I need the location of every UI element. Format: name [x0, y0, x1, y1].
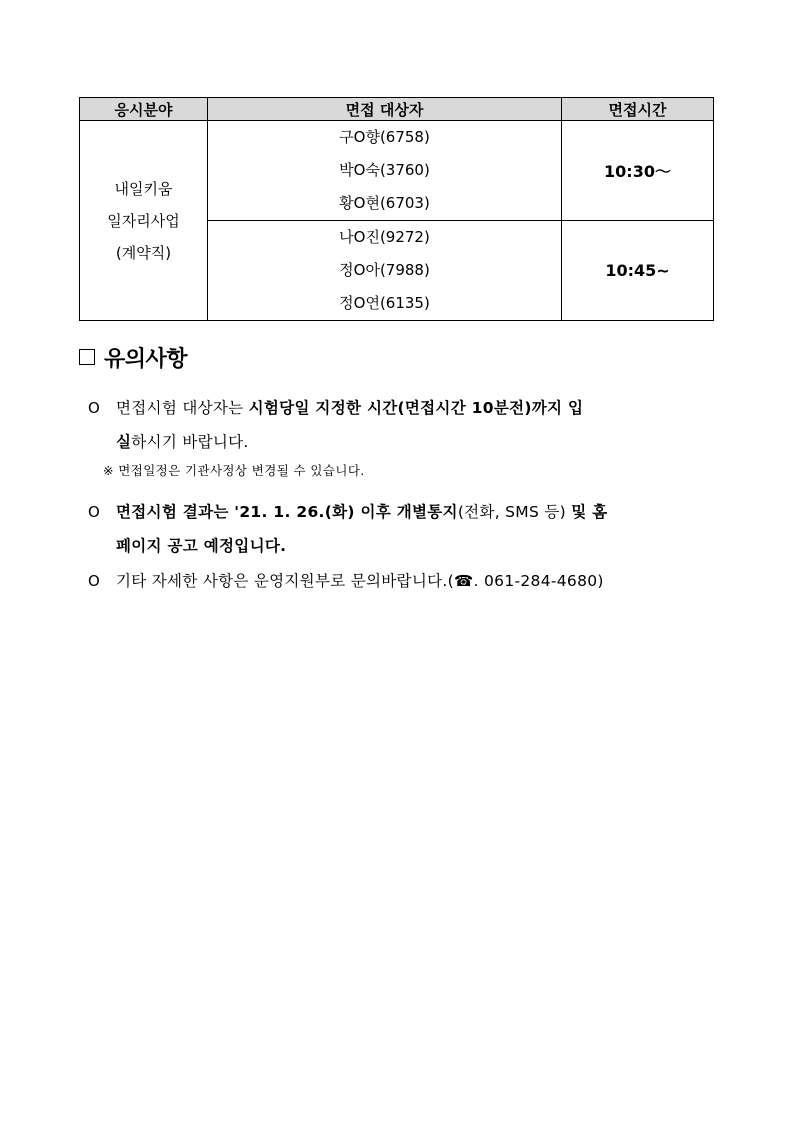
- candidate: 박O숙(3760): [339, 161, 430, 179]
- note-3-text: 기타 자세한 사항은 운영지원부로 문의바랍니다.(☎. 061-284-4680): [116, 572, 604, 590]
- candidate: 정O아(7988): [339, 261, 430, 279]
- interview-time: 10:45~: [562, 221, 714, 321]
- note-2-bold-a: 면접시험 결과는 '21. 1. 26.(화) 이후 개별통지: [116, 503, 458, 521]
- bullet-icon: O: [88, 572, 101, 590]
- table-header-row: [80, 98, 714, 121]
- note-2-bold-d: 페이지 공고 예정입니다.: [116, 537, 287, 555]
- note-1-bold-c: 실: [116, 433, 132, 451]
- notes-title-text: 유의사항: [104, 347, 188, 372]
- note-item-2: [88, 495, 716, 563]
- header-field: 응시분야: [80, 98, 208, 121]
- field-line: (계약직): [115, 243, 172, 262]
- header-time: 면접시간: [562, 98, 714, 121]
- candidate-group: [208, 221, 562, 321]
- note-2-bold-c: 및 홈: [571, 503, 608, 521]
- field-line: 일자리사업: [107, 211, 180, 230]
- interview-time: 10:30～: [562, 121, 714, 221]
- note-item-1: [88, 391, 716, 459]
- candidate: 황O현(6703): [339, 194, 430, 212]
- interview-schedule-table: [79, 97, 714, 321]
- notes-heading: [79, 342, 187, 373]
- header-candidates: 면접 대상자: [208, 98, 562, 121]
- candidate: 구O향(6758): [339, 128, 430, 146]
- note-1-text-a: 면접시험 대상자는: [116, 399, 249, 417]
- checkbox-square-icon: [79, 349, 95, 365]
- field-cell: [80, 121, 208, 321]
- table-row: [80, 121, 714, 221]
- candidate: 정O연(6135): [339, 294, 430, 312]
- schedule-change-note: ※ 면접일정은 기관사정상 변경될 수 있습니다.: [103, 463, 365, 478]
- bullet-icon: O: [88, 399, 101, 417]
- field-line: 내일키움: [114, 179, 173, 198]
- candidate-group: [208, 121, 562, 221]
- bullet-icon: O: [88, 503, 101, 521]
- note-item-3: [88, 564, 716, 598]
- note-2-text-b: (전화, SMS 등): [457, 503, 572, 521]
- note-1-text-d: 하시기 바랍니다.: [131, 433, 249, 451]
- candidate: 나O진(9272): [339, 228, 430, 246]
- note-1-bold-b: 시험당일 지정한 시간(면접시간 10분전)까지 입: [248, 399, 584, 417]
